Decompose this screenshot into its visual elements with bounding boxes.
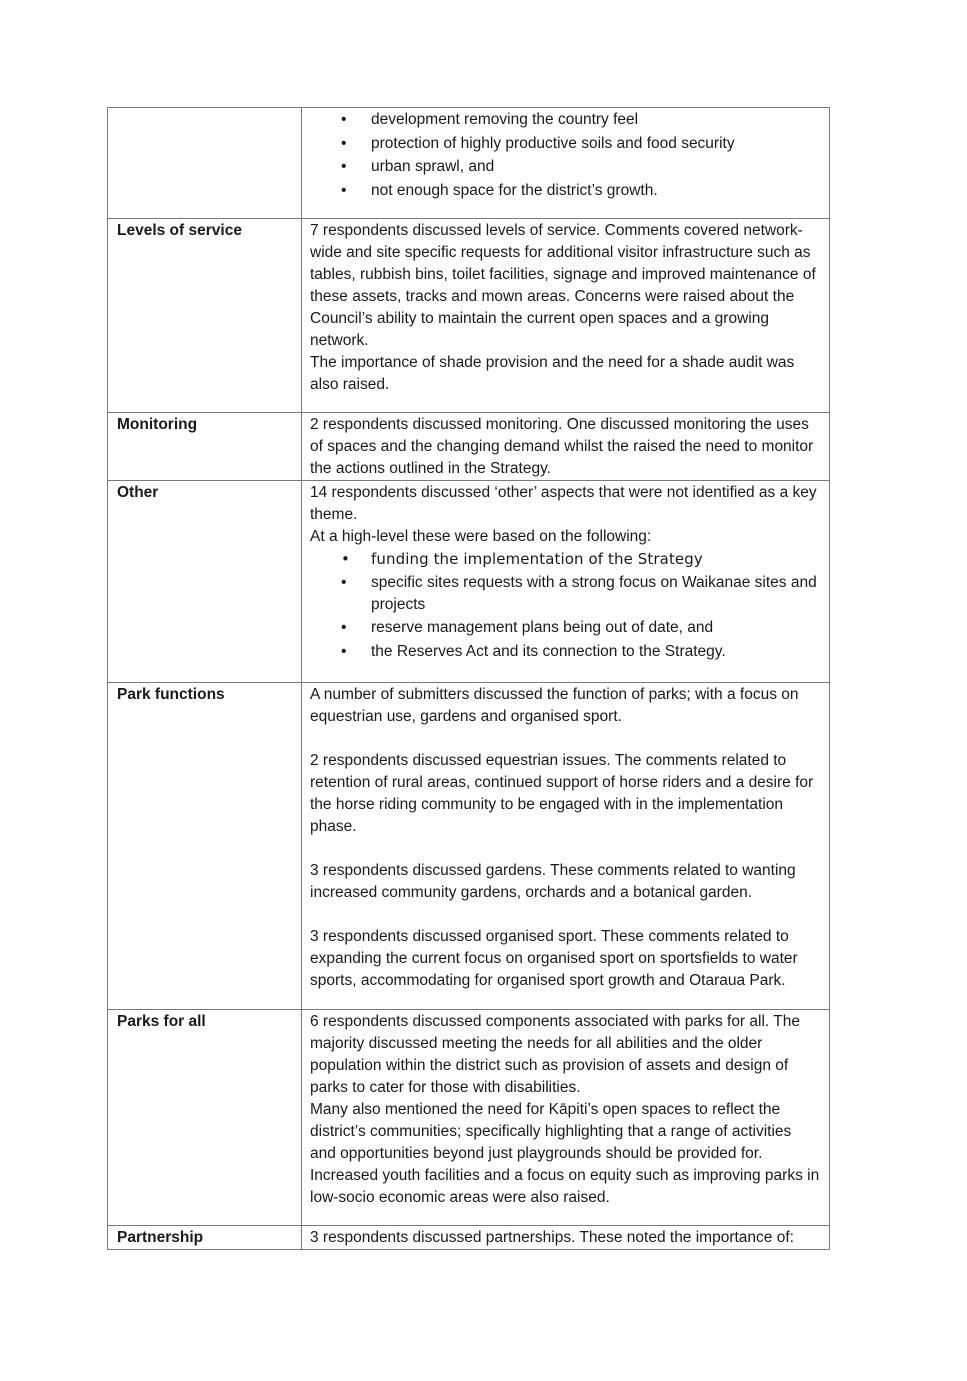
paragraph: 6 respondents discussed components associated with parks for all. The majority discussed meeting the needs for all abilities and the older population within the district such as provision of assets and design of parks to cater for those with disabilities. xyxy=(310,1013,800,1096)
bullet-list xyxy=(310,548,820,663)
bullet-list xyxy=(310,108,820,202)
description-cell xyxy=(302,481,830,683)
theme-label: Partnership xyxy=(108,1226,302,1250)
paragraph: 2 respondents discussed monitoring. One discussed monitoring the uses of spaces and the changing demand whilst the raised the need to monitor the actions outlined in the Strategy. xyxy=(310,416,814,477)
list-item: • the Reserves Act and its connection to the Strategy. xyxy=(310,641,820,663)
list-item: • reserve management plans being out of date, and xyxy=(310,617,820,639)
table-row xyxy=(108,219,830,413)
table-row xyxy=(108,1010,830,1226)
theme-label: Levels of service xyxy=(108,219,302,413)
paragraph: 14 respondents discussed ‘other’ aspects that were not identified as a key theme. xyxy=(310,484,817,523)
description-cell xyxy=(302,1010,830,1226)
table-row xyxy=(108,108,830,219)
paragraph: Many also mentioned the need for Kāpiti’s open spaces to reflect the district’s communities; specifically highlighting that a range of activities and opportunities beyond just playgrounds should be provided for. xyxy=(310,1101,792,1162)
submission-summary-table xyxy=(107,107,830,1250)
theme-label: Monitoring xyxy=(108,413,302,481)
table-row xyxy=(108,481,830,683)
list-item: • urban sprawl, and xyxy=(310,155,820,179)
table-row xyxy=(108,1226,830,1250)
paragraph: 3 respondents discussed partnerships. These noted the importance of: xyxy=(310,1229,794,1246)
theme-label: Parks for all xyxy=(108,1010,302,1226)
description-cell xyxy=(302,683,830,1010)
table-row xyxy=(108,413,830,481)
table-row xyxy=(108,683,830,1010)
list-item: • not enough space for the district’s growth. xyxy=(310,179,820,203)
theme-label: Other xyxy=(108,481,302,683)
list-item: • funding the implementation of the Strategy xyxy=(310,548,820,570)
description-cell xyxy=(302,219,830,413)
list-item: • development removing the country feel xyxy=(310,108,820,132)
description-cell xyxy=(302,108,830,219)
paragraph: Increased youth facilities and a focus on equity such as improving parks in low-socio economic areas were also raised. xyxy=(310,1167,820,1206)
document-page xyxy=(107,107,830,1250)
paragraph: At a high-level these were based on the following: xyxy=(310,528,652,545)
description-cell xyxy=(302,1226,830,1250)
paragraph: 7 respondents discussed levels of service. Comments covered network-wide and site specific requests for additional visitor infrastructure such as tables, rubbish bins, toilet facilities, signage and improved maintenance of these assets, tracks and mown areas. Concerns were raised about the Council’s ability to maintain the current open spaces and a growing network. xyxy=(310,222,816,349)
paragraph: The importance of shade provision and the need for a shade audit was also raised. xyxy=(310,354,795,393)
paragraph: 3 respondents discussed organised sport. These comments related to expanding the current focus on organised sport on sportsfields to water sports, accommodating for organised sport growth and Otaraua Park. xyxy=(310,928,798,989)
paragraph: A number of submitters discussed the function of parks; with a focus on equestrian use, gardens and organised sport. xyxy=(310,686,799,725)
theme-label: Park functions xyxy=(108,683,302,1010)
paragraph: 2 respondents discussed equestrian issues. The comments related to retention of rural areas, continued support of horse riders and a desire for the horse riding community to be engaged with in the implementation phase. xyxy=(310,752,814,835)
paragraph: 3 respondents discussed gardens. These comments related to wanting increased community gardens, orchards and a botanical garden. xyxy=(310,862,796,901)
theme-cell xyxy=(108,108,302,219)
list-item: • protection of highly productive soils and food security xyxy=(310,132,820,156)
list-item: • specific sites requests with a strong focus on Waikanae sites and projects xyxy=(310,572,820,616)
description-cell xyxy=(302,413,830,481)
